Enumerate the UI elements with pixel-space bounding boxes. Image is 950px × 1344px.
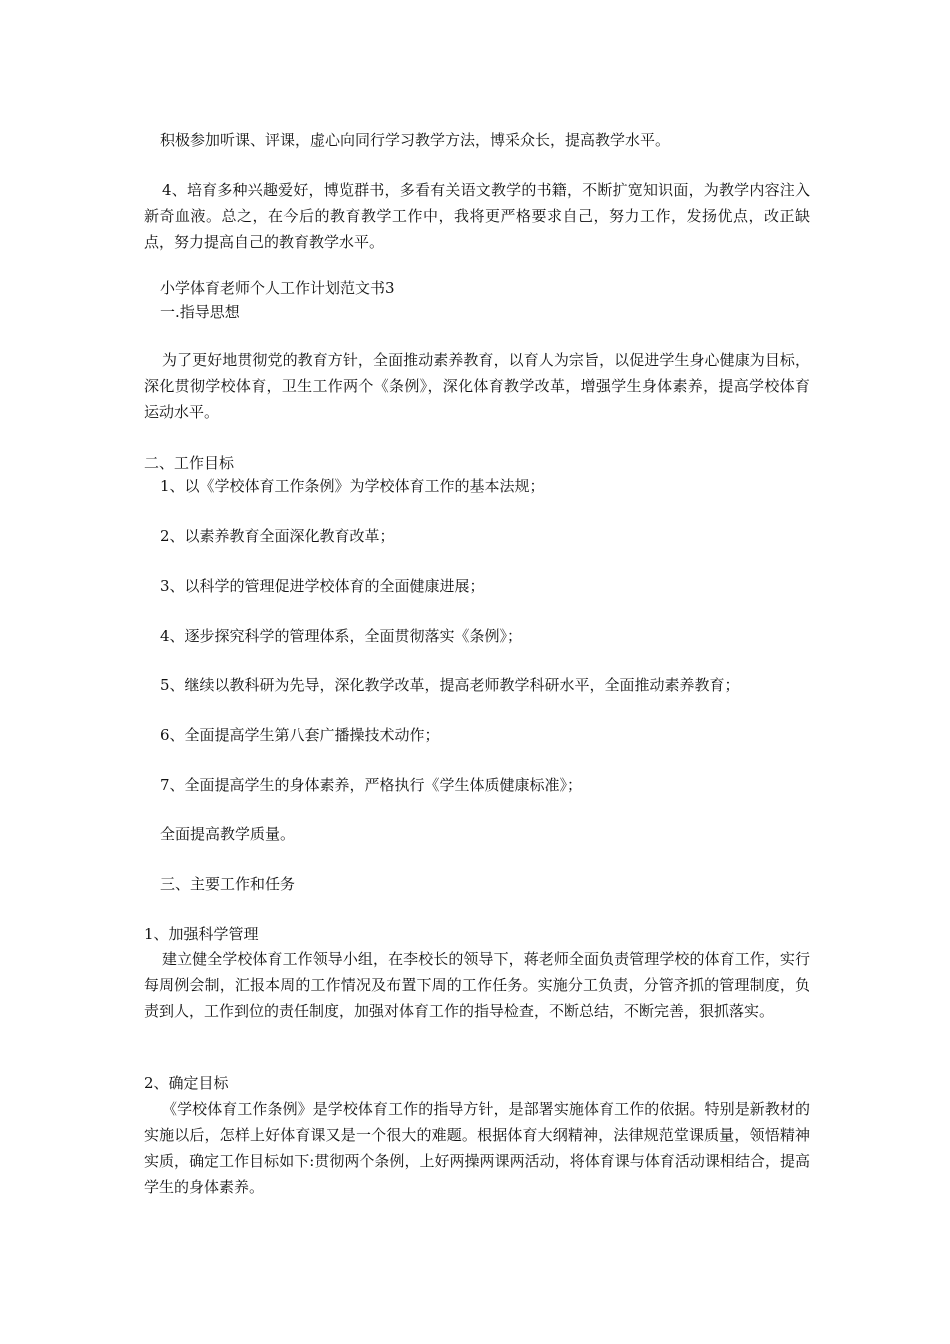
section-2-heading: 二、工作目标 — [144, 454, 235, 472]
task-2-heading: 2、确定目标 — [144, 1074, 229, 1092]
goal-item-2: 2、以素养教育全面深化教育改革； — [160, 527, 395, 545]
intro-line: 积极参加听课、评课，虚心向同行学习教学方法，博采众长，提高教学水平。 — [160, 131, 671, 149]
document-title: 小学体育老师个人工作计划范文书3 — [160, 279, 395, 297]
goal-item-5: 5、继续以教科研为先导，深化教学改革，提高老师教学科研水平，全面推动素养教育； — [160, 676, 740, 694]
goal-item-4: 4、逐步探究科学的管理体系，全面贯彻落实《条例》； — [160, 627, 523, 645]
goal-item-6: 6、全面提高学生第八套广播操技术动作； — [160, 726, 440, 744]
goal-item-3: 3、以科学的管理促进学校体育的全面健康进展； — [160, 577, 485, 595]
point-4-paragraph: 4、培育多种兴趣爱好，博览群书，多看有关语文教学的书籍，不断扩宽知识面，为教学内容注入新奇血液。总之，在今后的教育教学工作中，我将更严格要求自己，努力工作，发扬优点，改正缺点，努力提高自己的教育教学水平。 — [144, 181, 810, 251]
task-1-heading: 1、加强科学管理 — [144, 925, 259, 943]
task-2-body: 《学校体育工作条例》是学校体育工作的指导方针，是部署实施体育工作的依据。特别是新教材的实施以后，怎样上好体育课又是一个很大的难题。根据体育大纲精神，法律规范堂课质量，领悟精神实质，确定工作目标如下:贯彻两个条例，上好两操两课两活动，将体育课与体育活动课相结合，提高学生的身体素养。 — [144, 1100, 810, 1196]
goals-summary: 全面提高教学质量。 — [160, 825, 296, 843]
goal-item-7: 7、全面提高学生的身体素养，严格执行《学生体质健康标准》； — [160, 776, 583, 794]
section-1-heading: 一.指导思想 — [160, 303, 240, 321]
task-1-body: 建立健全学校体育工作领导小组，在李校长的领导下，蒋老师全面负责管理学校的体育工作，实行每周例会制，汇报本周的工作情况及布置下周的工作任务。实施分工负责，分管齐抓的管理制度，负责到人，工作到位的责任制度，加强对体育工作的指导检查，不断总结，不断完善，狠抓落实。 — [144, 950, 810, 1020]
section-3-heading: 三、主要工作和任务 — [160, 875, 296, 893]
section-1-body: 为了更好地贯彻党的教育方针，全面推动素养教育，以育人为宗旨，以促进学生身心健康为目标，深化贯彻学校体育，卫生工作两个《条例》，深化体育教学改革，增强学生身体素养，提高学校体育运动水平。 — [144, 351, 810, 421]
goal-item-1: 1、以《学校体育工作条例》为学校体育工作的基本法规； — [160, 477, 545, 495]
